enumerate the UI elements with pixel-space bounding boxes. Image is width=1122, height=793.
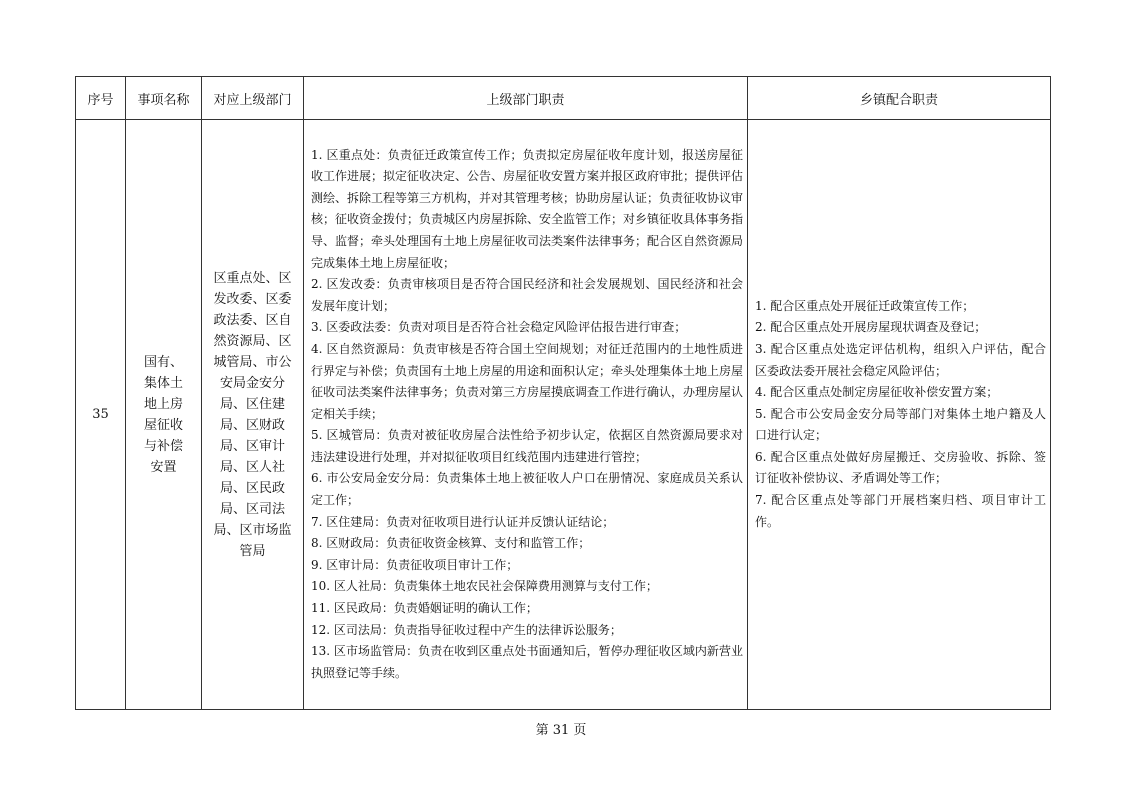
township-duty-item: 4. 配合区重点处制定房屋征收补偿安置方案； [755,385,999,400]
superior-duty-item: 8. 区财政局：负责征收资金核算、支付和监管工作； [311,536,591,551]
row-superior-duties [304,120,748,710]
superior-duty-item: 12. 区司法局：负责指导征收过程中产生的法律诉讼服务； [311,622,622,637]
superior-duty-item: 5. 区城管局：负责对被征收房屋合法性给予初步认定，依据区自然资源局要求对违法建设进行处理，并对拟征收项目红线范围内违建进行管控； [311,428,743,464]
superior-duty-item: 10. 区人社局：负责集体土地农民社会保障费用测算与支付工作； [311,579,658,594]
superior-duty-item: 6. 市公安局金安分局：负责集体土地上被征收人户口在册情况、家庭成员关系认定工作； [311,471,743,508]
township-duty-item: 7. 配合区重点处等部门开展档案归档、项目审计工作。 [755,493,1046,529]
row-departments: 区重点处、区发改委、区委政法委、区自然资源局、区城管局、市公安局金安分局、区住建局、区财政局、区审计局、区人社局、区民政局、区司法局、区市场监管局 [202,120,304,710]
township-duty-item: 6. 配合区重点处做好房屋搬迁、交房验收、拆除、签订征收补偿协议、矛盾调处等工作； [755,449,1046,486]
superior-duty-item: 4. 区自然资源局：负责审核是否符合国土空间规划；对征迁范围内的土地性质进行界定与补偿；负责国有土地上房屋的用途和面积认定；牵头处理集体土地上房屋征收司法类案件法律事务；负责对第三方房屋摸底调查工作进行确认，办理房屋认定相关手续； [311,341,744,421]
row-township-duties [748,120,1051,710]
superior-duty-item: 9. 区审计局：负责征收项目审计工作； [311,557,519,572]
township-duty-item: 3. 配合区重点处选定评估机构，组织入户评估，配合区委政法委开展社会稳定风险评估； [755,341,1046,378]
header-township-duties: 乡镇配合职责 [748,77,1051,120]
duties-table [75,76,1051,710]
table-header-row [76,77,1051,120]
superior-duty-item: 2. 区发改委：负责审核项目是否符合国民经济和社会发展规划、国民经济和社会发展年度计划； [311,277,743,313]
page-number: 第 31 页 [535,723,587,738]
township-duties-list [748,296,1050,534]
superior-duty-item: 1. 区重点处：负责征迁政策宣传工作；负责拟定房屋征收年度计划，报送房屋征收工作进展；拟定征收决定、公告、房屋征收安置方案并报区政府审批；提供评估测绘、拆除工程等第三方机构，并对其管理考核；协助房屋认证；负责征收协议审核；征收资金拨付；负责城区内房屋拆除、安全监管工作；对乡镇征收具体事务指导、监督；牵头处理国有土地上房屋征收司法类案件法律事务；配合区自然资源局完成集体土地上房屋征收； [311,147,744,270]
table-row [76,120,1051,710]
header-superior-duties: 上级部门职责 [304,77,748,120]
header-number: 序号 [76,77,126,120]
header-item-name: 事项名称 [126,77,202,120]
superior-duty-item: 11. 区民政局：负责婚姻证明的确认工作； [311,601,538,616]
township-duty-item: 2. 配合区重点处开展房屋现状调查及登记； [755,320,987,335]
superior-duties-list [304,145,747,685]
township-duty-item: 5. 配合市公安局金安分局等部门对集体土地户籍及人口进行认定； [755,406,1046,443]
superior-duty-item: 3. 区委政法委：负责对项目是否符合社会稳定风险评估报告进行审查； [311,320,687,335]
row-item-name: 国有、集体土地上房屋征收与补偿安置 [126,120,202,710]
header-department: 对应上级部门 [202,77,304,120]
row-number: 35 [76,120,126,710]
superior-duty-item: 7. 区住建局：负责对征收项目进行认证并反馈认证结论； [311,514,615,529]
superior-duty-item: 13. 区市场监管局：负责在收到区重点处书面通知后，暂停办理征收区域内新营业执照登记等手续。 [311,644,743,680]
township-duty-item: 1. 配合区重点处开展征迁政策宣传工作； [755,298,975,313]
